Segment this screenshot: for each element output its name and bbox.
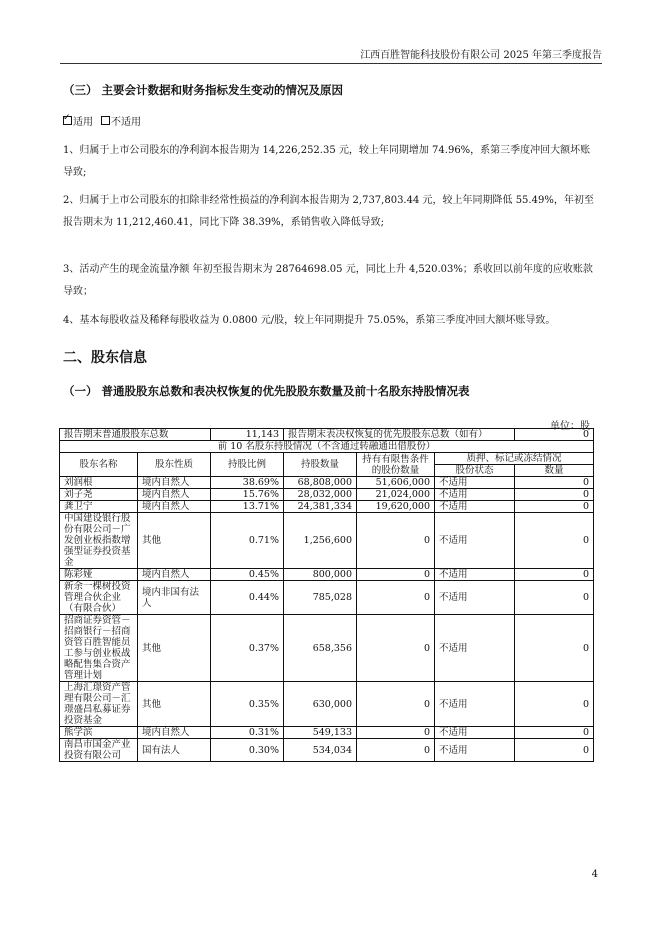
applicable-checkbox[interactable] [63, 116, 72, 125]
section-heading-changes: （三） 主要会计数据和财务指标发生变动的情况及原因 [63, 83, 344, 97]
shareholder-nature: 境内自然人 [138, 501, 211, 513]
pledge-quantity: 0 [515, 513, 594, 569]
page-header: 江西百胜智能科技股份有限公司 2025 年第三季度报告 [360, 50, 602, 61]
restricted-quantity: 0 [357, 581, 435, 615]
table-row [60, 569, 594, 581]
restricted-quantity: 0 [357, 513, 435, 569]
col-header-restricted: 持有有限售条件的股份数量 [357, 453, 435, 477]
holding-quantity: 24,381,334 [284, 501, 357, 513]
shareholder-name: 龚卫宁 [60, 501, 138, 513]
pledge-status: 不适用 [435, 739, 515, 762]
header-rule [60, 63, 602, 64]
shareholder-name: 新余一棵树投资管理合伙企业（有限合伙） [60, 581, 138, 615]
total-shareholders-row [60, 429, 594, 441]
applicable-label: 适用 [73, 117, 93, 128]
pledge-status: 不适用 [435, 727, 515, 739]
restricted-quantity: 0 [357, 727, 435, 739]
pledge-quantity: 0 [515, 501, 594, 513]
restricted-quantity: 19,620,000 [357, 501, 435, 513]
table-row [60, 501, 594, 513]
total-shareholders-value: 11,143 [211, 429, 284, 441]
holding-quantity: 549,133 [284, 727, 357, 739]
table-row [60, 513, 594, 569]
total-shareholders-label: 报告期末普通股股东总数 [60, 429, 211, 441]
reason-paragraph-4: 4、基本每股收益及稀释每股收益为 0.0800 元/股，较上年同期提升 75.05%，系第三季度冲回大额坏账导致。 [63, 315, 556, 326]
shareholder-nature: 其他 [138, 513, 211, 569]
table-row [60, 739, 594, 762]
holding-ratio: 0.37% [211, 615, 284, 682]
pledge-quantity: 0 [515, 489, 594, 501]
shareholder-name: 刘润根 [60, 477, 138, 489]
shareholder-name: 南昌市国金产业投资有限公司 [60, 739, 138, 762]
shareholder-nature: 境内非国有法人 [138, 581, 211, 615]
holding-ratio: 0.71% [211, 513, 284, 569]
holding-ratio: 0.30% [211, 739, 284, 762]
pledge-quantity: 0 [515, 739, 594, 762]
shareholder-nature: 其他 [138, 615, 211, 682]
not-applicable-checkbox[interactable] [101, 116, 110, 125]
col-header-qty: 持股数量 [284, 453, 357, 477]
shareholder-nature: 境内自然人 [138, 569, 211, 581]
restricted-quantity: 0 [357, 569, 435, 581]
holding-quantity: 800,000 [284, 569, 357, 581]
pledge-status: 不适用 [435, 477, 515, 489]
shareholder-name: 刘子尧 [60, 489, 138, 501]
page-number: 4 [591, 869, 598, 880]
pledge-quantity: 0 [515, 727, 594, 739]
subsection-heading-top10: （一） 普通股股东总数和表决权恢复的优先股股东数量及前十名股东持股情况表 [63, 384, 470, 398]
holding-ratio: 0.45% [211, 569, 284, 581]
holding-ratio: 0.44% [211, 581, 284, 615]
col-header-name: 股东名称 [60, 453, 138, 477]
restricted-quantity: 0 [357, 615, 435, 682]
holding-ratio: 0.31% [211, 727, 284, 739]
applicability-selector [63, 113, 141, 128]
restricted-quantity: 0 [357, 682, 435, 727]
pledge-status: 不适用 [435, 569, 515, 581]
holding-quantity: 658,356 [284, 615, 357, 682]
table-row [60, 727, 594, 739]
pledge-quantity: 0 [515, 581, 594, 615]
holding-ratio: 13.71% [211, 501, 284, 513]
pledge-quantity: 0 [515, 477, 594, 489]
holding-ratio: 15.76% [211, 489, 284, 501]
table-row [60, 477, 594, 489]
pledge-status: 不适用 [435, 615, 515, 682]
holding-quantity: 630,000 [284, 682, 357, 727]
holding-quantity: 28,032,000 [284, 489, 357, 501]
holding-ratio: 38.69% [211, 477, 284, 489]
shareholder-name: 招商证券资管－招商银行－招商资管百胜智能员工参与创业板战略配售集合资产管理计划 [60, 615, 138, 682]
column-header-row [60, 453, 594, 465]
top10-title-row [60, 441, 594, 453]
shareholder-nature: 其他 [138, 682, 211, 727]
pledge-status: 不适用 [435, 501, 515, 513]
pledge-quantity: 0 [515, 569, 594, 581]
section-heading-shareholders: 二、股东信息 [63, 350, 147, 366]
shareholder-nature: 境内自然人 [138, 489, 211, 501]
pledge-status: 不适用 [435, 682, 515, 727]
shareholder-nature: 境内自然人 [138, 727, 211, 739]
holding-quantity: 534,034 [284, 739, 357, 762]
shareholder-table [59, 428, 594, 762]
pledge-status: 不适用 [435, 513, 515, 569]
pledge-quantity: 0 [515, 682, 594, 727]
shareholder-name: 陈彩娅 [60, 569, 138, 581]
reason-paragraph-3: 3、活动产生的现金流量净额 年初至报告期末为 28764698.05 元，同比上升 4,520.03%；系收回以前年度的应收账款导致； [63, 264, 593, 297]
pledge-status: 不适用 [435, 489, 515, 501]
top10-title: 前 10 名股东持股情况（不含通过转融通出借股份） [60, 441, 594, 453]
col-header-pledge-status: 股份状态 [435, 465, 515, 477]
holding-quantity: 68,808,000 [284, 477, 357, 489]
table-row [60, 489, 594, 501]
restricted-quantity: 0 [357, 739, 435, 762]
table-row [60, 615, 594, 682]
reason-paragraph-1: 1、归属于上市公司股东的净利润本报告期为 14,226,252.35 元，较上年同期增加 74.96%，系第三季度冲回大额坏账导致; [63, 145, 591, 178]
col-header-nature: 股东性质 [138, 453, 211, 477]
table-row [60, 682, 594, 727]
col-header-ratio: 持股比例 [211, 453, 284, 477]
unit-label: 单位：股 [550, 421, 590, 432]
reason-paragraph-2: 2、归属于上市公司股东的扣除非经常性损益的净利润本报告期为 2,737,803.44 元，较上年同期降低 55.49%，年初至报告期末为 11,212,460.41，同比下降 38.39%，系销售收入降低导致; [63, 195, 594, 228]
col-header-pledge-qty: 数量 [515, 465, 594, 477]
not-applicable-label: 不适用 [111, 117, 141, 128]
col-header-pledge-group: 质押、标记或冻结情况 [435, 453, 594, 465]
pledge-quantity: 0 [515, 615, 594, 682]
pledge-status: 不适用 [435, 581, 515, 615]
shareholder-name: 中国建设银行股份有限公司－广发创业板指数增强型证券投资基金 [60, 513, 138, 569]
holding-quantity: 1,256,600 [284, 513, 357, 569]
holding-ratio: 0.35% [211, 682, 284, 727]
table-row [60, 581, 594, 615]
preferred-shareholders-value: 0 [515, 429, 594, 441]
shareholder-name: 熊学滨 [60, 727, 138, 739]
shareholder-nature: 国有法人 [138, 739, 211, 762]
restricted-quantity: 51,606,000 [357, 477, 435, 489]
shareholder-name: 上海汇璟资产管理有限公司－汇璟盛昌私募证券投资基金 [60, 682, 138, 727]
preferred-shareholders-label: 报告期末表决权恢复的优先股股东总数（如有） [284, 429, 515, 441]
restricted-quantity: 21,024,000 [357, 489, 435, 501]
holding-quantity: 785,028 [284, 581, 357, 615]
shareholder-nature: 境内自然人 [138, 477, 211, 489]
